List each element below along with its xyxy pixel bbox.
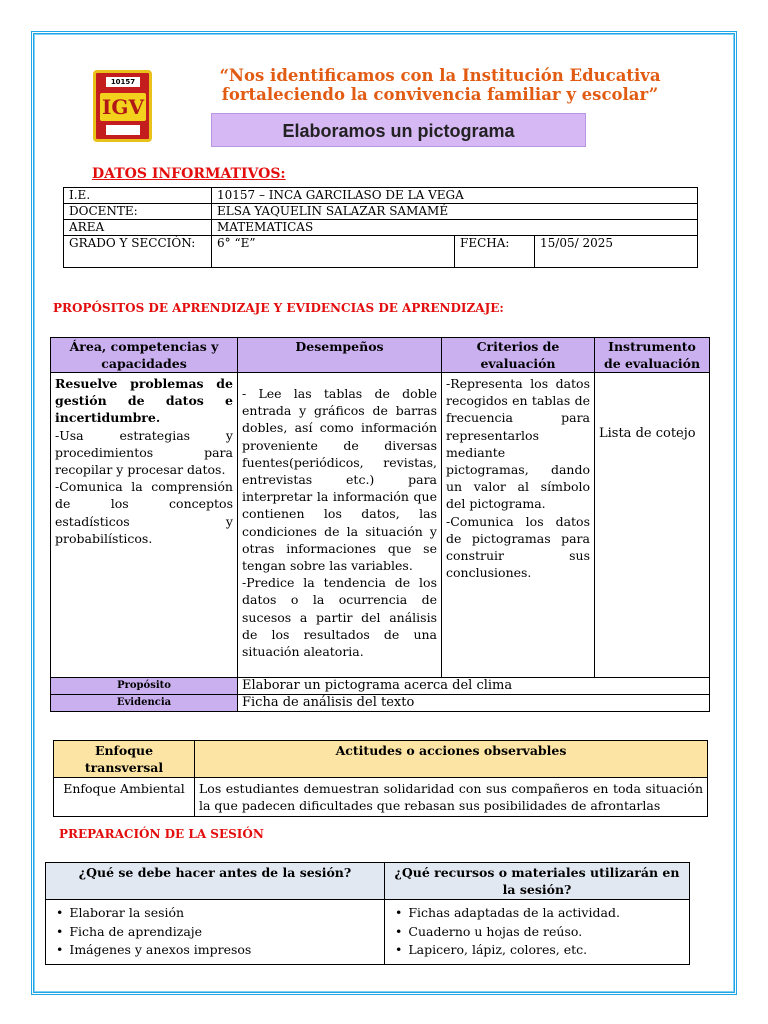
desempeno-1: - Lee las tablas de doble entrada y gráficos de barras dobles, así como información proveniente de diversas fuentes(periódicos, revistas, entrevistas etc.) para interpretar la información que contienen los datos, las condiciones de la situación y otras informaciones que se tengan sobre las variables. [242, 386, 437, 574]
purpose-content-row [51, 373, 710, 678]
docente-label: DOCENTE: [64, 204, 212, 220]
enfoque-name: Enfoque Ambiental [54, 778, 195, 817]
list-item: • Elaborar la sesión [56, 904, 374, 923]
page-title: Elaboramos un pictograma [211, 113, 586, 147]
proposito-value: Elaborar un pictograma acerca del clima [238, 678, 710, 695]
info-table [63, 187, 698, 268]
enfoque-header-2: Actitudes o acciones observables [195, 741, 708, 778]
datos-section-title: DATOS INFORMATIVOS: [92, 166, 286, 182]
criterio-2: -Comunica los datos de pictogramas para construir sus conclusiones. [446, 513, 590, 581]
list-item: • Imágenes y anexos impresos [56, 941, 374, 960]
propositos-section-title: PROPÓSITOS DE APRENDIZAJE Y EVIDENCIAS DE APRENDIZAJE: [53, 301, 504, 315]
fecha-label: FECHA: [455, 236, 535, 268]
desempenos-cell [238, 373, 442, 678]
docente-value: ELSA YAQUELIN SALAZAR SAMAMÉ [212, 204, 698, 220]
prep-content-row [46, 900, 690, 965]
info-row-area [64, 220, 698, 236]
capacidad-1: -Usa estrategias y procedimientos para recopilar y procesar datos. [55, 427, 233, 478]
grado-label: GRADO Y SECCIÓN: [64, 236, 212, 268]
area-value: MATEMATICAS [212, 220, 698, 236]
evidencia-row [51, 695, 710, 712]
info-row-grado [64, 236, 698, 268]
enfoque-header-row [54, 741, 708, 778]
list-item: • Fichas adaptadas de la actividad. [395, 904, 679, 923]
antes-cell [46, 900, 385, 965]
prep-header-antes: ¿Qué se debe hacer antes de la sesión? [46, 863, 385, 900]
list-item: • Lapicero, lápiz, colores, etc. [395, 941, 679, 960]
area-label: AREA [64, 220, 212, 236]
recursos-list [395, 904, 679, 960]
header-criterios: Criterios de evaluación [442, 338, 595, 373]
list-item: • Ficha de aprendizaje [56, 923, 374, 942]
purpose-table [50, 337, 710, 712]
competencia-title: Resuelve problemas de gestión de datos e incertidumbre. [55, 376, 233, 426]
instrumento-value: Lista de cotejo [599, 426, 696, 441]
instrumento-cell [595, 373, 710, 678]
proposito-label: Propósito [51, 678, 238, 695]
criterios-cell [442, 373, 595, 678]
fecha-value: 15/05/ 2025 [535, 236, 698, 268]
preparacion-section-title: PREPARACIÓN DE LA SESIÓN [59, 827, 264, 841]
list-item: • Cuaderno u hojas de reúso. [395, 923, 679, 942]
school-motto: “Nos identificamos con la Institución Educativa fortaleciendo la convivencia familiar y escolar” [219, 66, 661, 104]
ie-label: I.E. [64, 188, 212, 204]
header-desempenos: Desempeños [238, 338, 442, 373]
header-instrumento: Instrumento de evaluación [595, 338, 710, 373]
prep-header-recursos: ¿Qué recursos o materiales utilizarán en la sesión? [385, 863, 690, 900]
desempeno-2: -Predice la tendencia de los datos o la ocurrencia de sucesos a partir del análisis de los resultados de una situación aleatoria. [242, 575, 437, 660]
recursos-cell [385, 900, 690, 965]
ie-value: 10157 – INCA GARCILASO DE LA VEGA [212, 188, 698, 204]
capacidad-2: -Comunica la comprensión de los conceptos estadísticos y probabilísticos. [55, 479, 233, 546]
enfoque-header-1: Enfoque transversal [54, 741, 195, 778]
school-logo: 10157 IGV [93, 70, 152, 142]
criterio-1: -Representa los datos recogidos en tablas de frecuencia para representarlos mediante pictogramas, dando un valor al símbolo del pictograma. [446, 376, 590, 512]
info-row-ie [64, 188, 698, 204]
antes-list [56, 904, 374, 960]
enfoque-table [53, 740, 708, 817]
enfoque-row [54, 778, 708, 817]
evidencia-label: Evidencia [51, 695, 238, 712]
grado-value: 6° “E” [212, 236, 455, 268]
info-row-docente [64, 204, 698, 220]
header-area: Área, competencias y capacidades [51, 338, 238, 373]
enfoque-description: Los estudiantes demuestran solidaridad con sus compañeros en toda situación la que padecen dificultades que rebasan sus posibilidades de afrontarlas [195, 778, 708, 817]
proposito-row [51, 678, 710, 695]
evidencia-value: Ficha de análisis del texto [238, 695, 710, 712]
preparacion-table [45, 862, 690, 965]
prep-header-row [46, 863, 690, 900]
competencias-cell [51, 373, 238, 678]
purpose-header-row [51, 338, 710, 373]
